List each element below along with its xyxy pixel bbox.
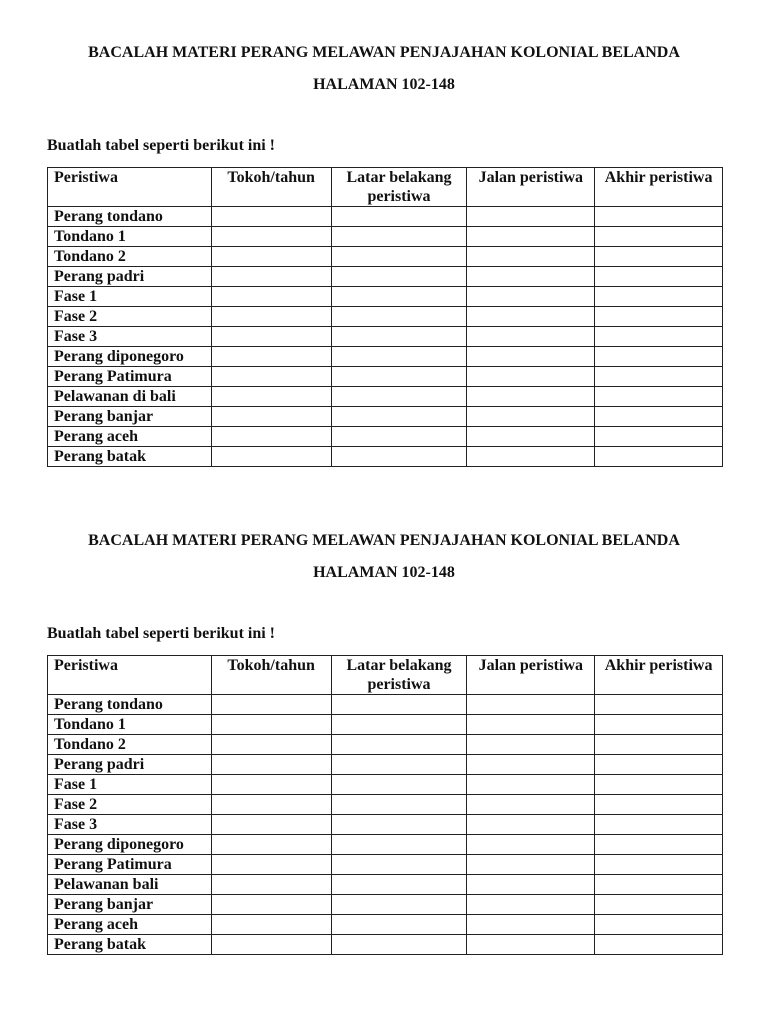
empty-cell xyxy=(331,795,467,815)
empty-cell xyxy=(595,367,723,387)
empty-cell xyxy=(595,247,723,267)
empty-cell xyxy=(467,287,595,307)
empty-cell xyxy=(467,835,595,855)
empty-cell xyxy=(467,447,595,467)
event-cell: Pelawanan di bali xyxy=(48,387,212,407)
section-2-instruction: Buatlah tabel seperti berikut ini ! xyxy=(47,625,276,642)
empty-cell xyxy=(595,915,723,935)
empty-cell xyxy=(331,875,467,895)
empty-cell xyxy=(467,407,595,427)
empty-cell xyxy=(595,875,723,895)
table-row xyxy=(48,427,723,447)
table-row xyxy=(48,367,723,387)
table-row xyxy=(48,307,723,327)
column-header: Latar belakang peristiwa xyxy=(331,656,467,695)
empty-cell xyxy=(595,227,723,247)
table-row xyxy=(48,915,723,935)
event-cell: Fase 2 xyxy=(48,307,212,327)
empty-cell xyxy=(467,855,595,875)
empty-cell xyxy=(467,935,595,955)
event-cell: Pelawanan bali xyxy=(48,875,212,895)
empty-cell xyxy=(331,407,467,427)
empty-cell xyxy=(467,815,595,835)
empty-cell xyxy=(211,835,331,855)
empty-cell xyxy=(595,755,723,775)
event-cell: Tondano 2 xyxy=(48,735,212,755)
empty-cell xyxy=(211,795,331,815)
event-cell: Perang diponegoro xyxy=(48,835,212,855)
empty-cell xyxy=(595,427,723,447)
table-row xyxy=(48,227,723,247)
event-cell: Fase 3 xyxy=(48,815,212,835)
empty-cell xyxy=(467,715,595,735)
table-row xyxy=(48,247,723,267)
empty-cell xyxy=(595,735,723,755)
event-cell: Fase 1 xyxy=(48,287,212,307)
empty-cell xyxy=(467,695,595,715)
table-row xyxy=(48,775,723,795)
event-cell: Tondano 1 xyxy=(48,227,212,247)
table-row xyxy=(48,327,723,347)
empty-cell xyxy=(211,775,331,795)
empty-cell xyxy=(211,287,331,307)
empty-cell xyxy=(211,815,331,835)
empty-cell xyxy=(211,267,331,287)
empty-cell xyxy=(467,327,595,347)
empty-cell xyxy=(595,327,723,347)
empty-cell xyxy=(467,775,595,795)
empty-cell xyxy=(211,875,331,895)
empty-cell xyxy=(467,227,595,247)
table-row xyxy=(48,835,723,855)
empty-cell xyxy=(331,327,467,347)
empty-cell xyxy=(595,407,723,427)
empty-cell xyxy=(467,427,595,447)
column-header: Tokoh/tahun xyxy=(211,168,331,207)
empty-cell xyxy=(467,387,595,407)
empty-cell xyxy=(211,855,331,875)
empty-cell xyxy=(211,427,331,447)
empty-cell xyxy=(211,227,331,247)
table-row xyxy=(48,695,723,715)
column-header: Akhir peristiwa xyxy=(595,168,723,207)
empty-cell xyxy=(211,715,331,735)
event-cell: Fase 1 xyxy=(48,775,212,795)
event-cell: Perang banjar xyxy=(48,895,212,915)
event-cell: Perang batak xyxy=(48,447,212,467)
empty-cell xyxy=(595,835,723,855)
table-row xyxy=(48,935,723,955)
section-2-table xyxy=(47,655,723,955)
empty-cell xyxy=(467,795,595,815)
event-cell: Perang banjar xyxy=(48,407,212,427)
empty-cell xyxy=(211,327,331,347)
empty-cell xyxy=(211,247,331,267)
empty-cell xyxy=(331,915,467,935)
empty-cell xyxy=(595,387,723,407)
column-header: Tokoh/tahun xyxy=(211,656,331,695)
event-cell: Fase 3 xyxy=(48,327,212,347)
empty-cell xyxy=(467,895,595,915)
table-row xyxy=(48,267,723,287)
empty-cell xyxy=(211,207,331,227)
empty-cell xyxy=(595,815,723,835)
table-row xyxy=(48,895,723,915)
empty-cell xyxy=(211,735,331,755)
empty-cell xyxy=(467,307,595,327)
empty-cell xyxy=(467,247,595,267)
event-cell: Perang tondano xyxy=(48,207,212,227)
column-header: Akhir peristiwa xyxy=(595,656,723,695)
empty-cell xyxy=(211,367,331,387)
event-cell: Perang aceh xyxy=(48,427,212,447)
empty-cell xyxy=(331,367,467,387)
event-cell: Perang batak xyxy=(48,935,212,955)
empty-cell xyxy=(211,447,331,467)
empty-cell xyxy=(331,427,467,447)
empty-cell xyxy=(595,207,723,227)
empty-cell xyxy=(331,895,467,915)
empty-cell xyxy=(331,735,467,755)
empty-cell xyxy=(331,715,467,735)
empty-cell xyxy=(595,287,723,307)
event-cell: Tondano 2 xyxy=(48,247,212,267)
empty-cell xyxy=(595,347,723,367)
empty-cell xyxy=(595,895,723,915)
column-header: Jalan peristiwa xyxy=(467,656,595,695)
empty-cell xyxy=(595,855,723,875)
empty-cell xyxy=(211,895,331,915)
section-1-subtitle: HALAMAN 102-148 xyxy=(313,76,455,93)
empty-cell xyxy=(331,347,467,367)
empty-cell xyxy=(211,915,331,935)
empty-cell xyxy=(331,387,467,407)
empty-cell xyxy=(467,735,595,755)
column-header: Latar belakang peristiwa xyxy=(331,168,467,207)
empty-cell xyxy=(595,935,723,955)
empty-cell xyxy=(595,307,723,327)
empty-cell xyxy=(211,307,331,327)
empty-cell xyxy=(331,815,467,835)
empty-cell xyxy=(467,267,595,287)
table-row xyxy=(48,287,723,307)
empty-cell xyxy=(331,227,467,247)
table-row xyxy=(48,875,723,895)
event-cell: Perang Patimura xyxy=(48,855,212,875)
empty-cell xyxy=(211,387,331,407)
empty-cell xyxy=(211,347,331,367)
event-cell: Fase 2 xyxy=(48,795,212,815)
empty-cell xyxy=(595,267,723,287)
table-row xyxy=(48,735,723,755)
empty-cell xyxy=(331,307,467,327)
section-2-subtitle: HALAMAN 102-148 xyxy=(313,564,455,581)
empty-cell xyxy=(331,935,467,955)
empty-cell xyxy=(467,915,595,935)
empty-cell xyxy=(595,795,723,815)
empty-cell xyxy=(331,207,467,227)
table-row xyxy=(48,715,723,735)
table-row xyxy=(48,795,723,815)
column-header: Jalan peristiwa xyxy=(467,168,595,207)
event-cell: Tondano 1 xyxy=(48,715,212,735)
empty-cell xyxy=(467,207,595,227)
header-row xyxy=(48,168,723,207)
table-row xyxy=(48,447,723,467)
event-cell: Perang padri xyxy=(48,267,212,287)
event-cell: Perang padri xyxy=(48,755,212,775)
section-1-title: BACALAH MATERI PERANG MELAWAN PENJAJAHAN KOLONIAL BELANDA xyxy=(88,44,680,61)
event-cell: Perang Patimura xyxy=(48,367,212,387)
empty-cell xyxy=(331,247,467,267)
empty-cell xyxy=(467,347,595,367)
empty-cell xyxy=(595,695,723,715)
empty-cell xyxy=(331,695,467,715)
section-1-instruction: Buatlah tabel seperti berikut ini ! xyxy=(47,137,276,154)
table-row xyxy=(48,207,723,227)
empty-cell xyxy=(595,447,723,467)
table-row xyxy=(48,407,723,427)
empty-cell xyxy=(211,755,331,775)
event-cell: Perang tondano xyxy=(48,695,212,715)
section-2-title: BACALAH MATERI PERANG MELAWAN PENJAJAHAN KOLONIAL BELANDA xyxy=(88,532,680,549)
table-row xyxy=(48,755,723,775)
empty-cell xyxy=(211,935,331,955)
column-header: Peristiwa xyxy=(48,656,212,695)
empty-cell xyxy=(595,715,723,735)
empty-cell xyxy=(467,367,595,387)
empty-cell xyxy=(331,447,467,467)
empty-cell xyxy=(331,287,467,307)
empty-cell xyxy=(211,695,331,715)
table-row xyxy=(48,347,723,367)
empty-cell xyxy=(467,755,595,775)
empty-cell xyxy=(211,407,331,427)
table-row xyxy=(48,855,723,875)
empty-cell xyxy=(595,775,723,795)
column-header: Peristiwa xyxy=(48,168,212,207)
empty-cell xyxy=(331,835,467,855)
empty-cell xyxy=(331,855,467,875)
event-cell: Perang aceh xyxy=(48,915,212,935)
empty-cell xyxy=(331,775,467,795)
event-cell: Perang diponegoro xyxy=(48,347,212,367)
header-row xyxy=(48,656,723,695)
empty-cell xyxy=(331,755,467,775)
table-row xyxy=(48,387,723,407)
empty-cell xyxy=(467,875,595,895)
table-row xyxy=(48,815,723,835)
empty-cell xyxy=(331,267,467,287)
section-1-table xyxy=(47,167,723,467)
